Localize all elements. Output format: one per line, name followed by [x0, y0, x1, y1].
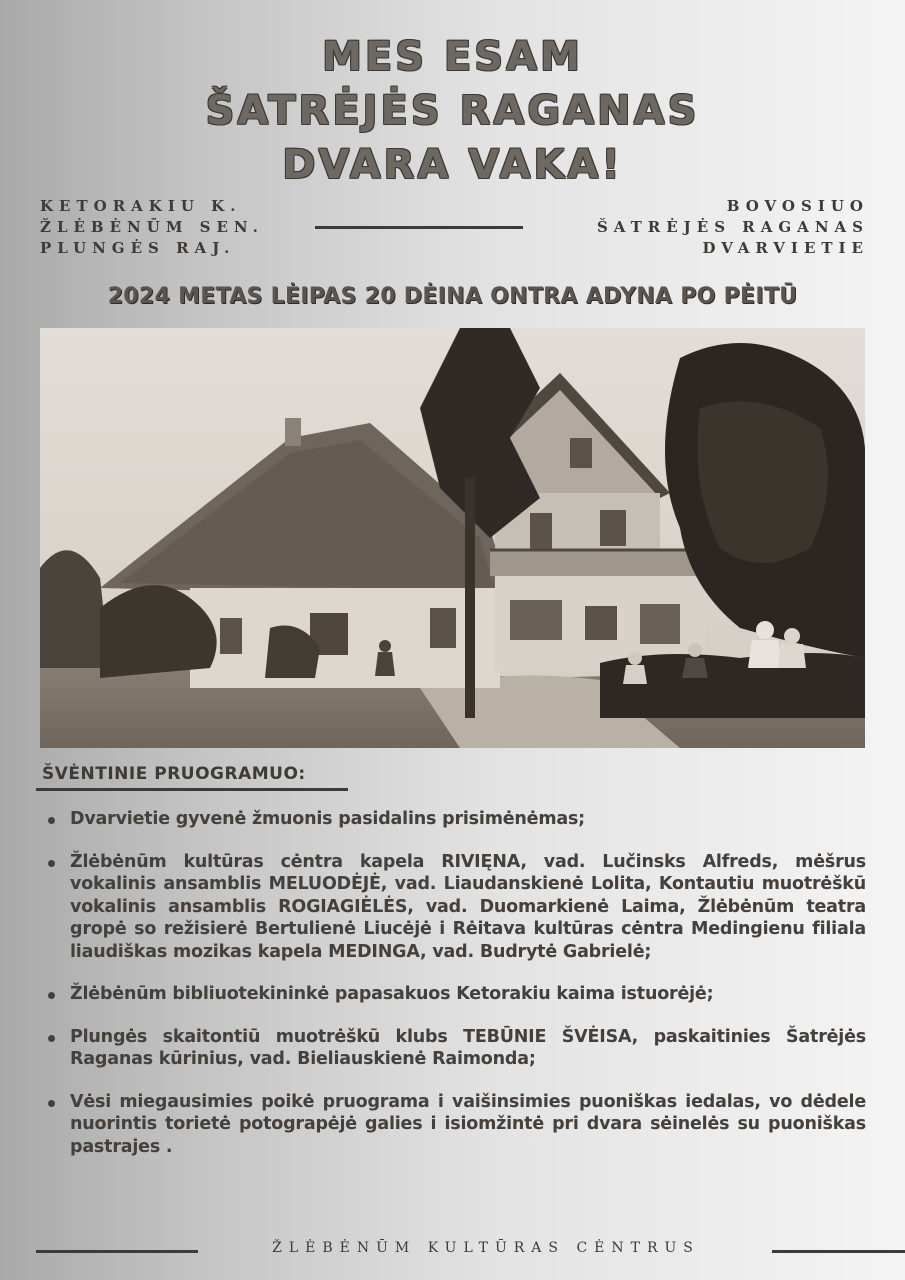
list-item-text: Dvarvietie gyvenė žmuonis pasidalins prisimėnėmas;	[70, 809, 585, 829]
bullet-icon	[48, 860, 55, 867]
list-item	[48, 1091, 866, 1159]
footer	[0, 1240, 905, 1262]
location-left-line-2: ŽLĖBĖNŪM SEN.	[40, 218, 264, 236]
location-right-line-1: BOVOSIUO	[726, 197, 869, 215]
location-left	[40, 196, 264, 259]
location-divider	[315, 226, 523, 229]
title-line-2: ŠATRĖJĖS RAGANAS	[205, 88, 700, 134]
footer-organizer: ŽLĖBĖNŪM KULTŪRAS CĖNTRUS	[272, 1240, 700, 1256]
event-date: 2024 METAS LĖIPAS 20 DĖINA ONTRA ADYNA PO PĖITŪ	[107, 284, 798, 309]
manor-photo	[40, 328, 865, 748]
title-line-1: MES ESAM	[322, 34, 583, 80]
location-left-line-3: PLUNGĖS RAJ.	[40, 239, 236, 257]
program-heading: ŠVĖNTINIE PRUOGRAMUO:	[42, 764, 306, 784]
location-right-line-2: ŠATRĖJĖS RAGANAS	[596, 218, 869, 236]
program-list	[48, 808, 866, 1178]
bullet-icon	[48, 1100, 55, 1107]
bullet-icon	[48, 1035, 55, 1042]
location-right-line-3: DVARVIETIE	[702, 239, 869, 257]
footer-line-right	[772, 1250, 905, 1253]
list-item	[48, 851, 866, 964]
bullet-icon	[48, 992, 55, 999]
list-item	[48, 1026, 866, 1071]
list-item-text: Plungės skaitontiū muotrėškū klubs TEBŪNIE ŠVĖISA, paskaitinies Šatrėjės Raganas kūrinius, vad. Bieliauskienė Raimonda;	[70, 1026, 866, 1069]
title-line-3: DVARA VAKA!	[282, 142, 623, 188]
location-right	[597, 196, 869, 259]
list-item	[48, 808, 866, 831]
program-heading-underline	[36, 788, 348, 791]
footer-line-left	[36, 1250, 198, 1253]
bullet-icon	[48, 817, 55, 824]
list-item-text: Vėsi miegausimies poikė pruograma i vaišinsimies puoniškas iedalas, vo dėdele nuorintis torietė potograpėjė galies i isiomžintė pri dvara sėinelės su puoniškas pastrajes .	[70, 1091, 866, 1157]
poster-title	[0, 30, 905, 192]
list-item-text: Žlėbėnūm kultūras cėntra kapela RIVIĘNA, vad. Lučinsks Alfreds, mėšrus vokalinis ansamblis MELUODĖJĖ, vad. Liaudanskienė Lolita, Kontautiu muotrėškū vokalinis ansamblis ROGIAGIĖLĖS, vad. Duomarkienė Laima, Žlėbėnūm teatra gropė so režisierė Bertulienė Liucėjė i Rėitava kultūras cėntra Medingienu filiala liaudiškas mozikas kapela MEDINGA, vad. Budrytė Gabrielė;	[70, 851, 866, 962]
list-item-text: Žlėbėnūm bibliuotekininkė papasakuos Ketorakiu kaima istuorėjė;	[70, 984, 714, 1004]
list-item	[48, 983, 866, 1006]
location-left-line-1: KETORAKIU K.	[40, 197, 242, 215]
